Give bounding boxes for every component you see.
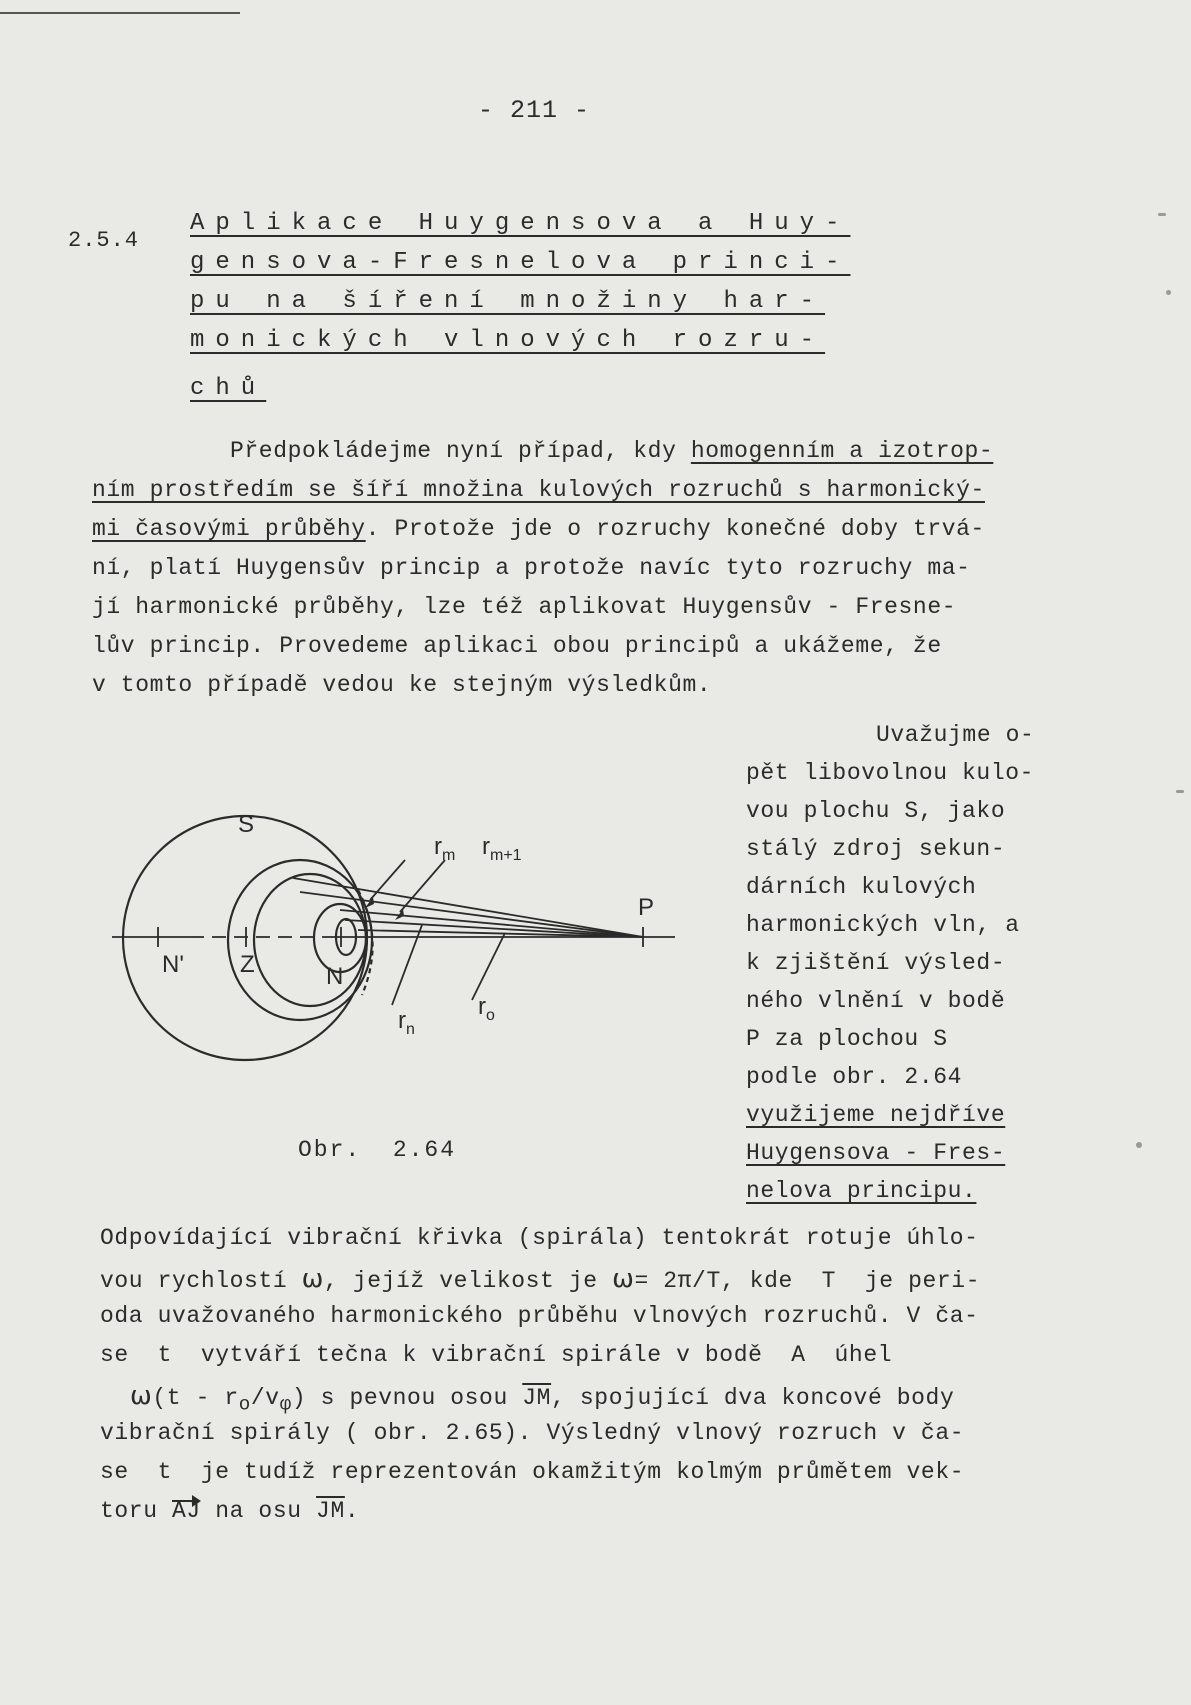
section-number: 2.5.4: [68, 228, 140, 253]
arrowhead-rm: [365, 897, 374, 908]
paragraph1-line-7: v tomto případě vedou ke stejným výsledkům.: [92, 672, 712, 698]
scan-speck: [1176, 790, 1184, 793]
section-title-line-3: pu na šíření množiny har-: [190, 288, 826, 315]
side-text-line-7: k zjištění výsled-: [746, 950, 1006, 976]
side-text-line-4: stálý zdroj sekun-: [746, 836, 1006, 862]
section-title-line-4: monických vlnových rozru-: [190, 327, 826, 354]
side-text-line-9: P za plochou S: [746, 1026, 948, 1052]
section-title-line-5: chů: [190, 375, 267, 402]
scan-speck: [1166, 290, 1171, 295]
side-text-underlined-3: nelova principu.: [746, 1178, 977, 1204]
side-text-line-1: Uvažujme o-: [876, 722, 1035, 748]
paragraph1-line-4: ní, platí Huygensův princip a protože navíc tyto rozruchy ma-: [92, 555, 971, 581]
ray-to-p-4: [345, 920, 643, 937]
side-text-line-3: vou plochu S, jako: [746, 798, 1006, 824]
label-ro: $r_o$: [478, 993, 495, 1024]
figure-caption: Obr. 2.64: [298, 1137, 457, 1163]
leader-ro: [472, 933, 505, 1000]
label-n: N: [326, 963, 344, 990]
paragraph2-line-2: vou rychlostí ω, jejíž velikost je ω= 2π/T, kde T je peri-: [100, 1264, 981, 1294]
paragraph2-line-6: vibrační spirály ( obr. 2.65). Výsledný vlnový rozruch v ča-: [100, 1420, 965, 1446]
paragraph2-line-4: se t vytváří tečna k vibrační spirále v bodě A úhel: [100, 1342, 893, 1368]
section-title-line-1: Aplikace Huygensova a Huy-: [190, 210, 851, 237]
section-title-line-2: gensova-Fresnelova princi-: [190, 249, 851, 276]
sphere-s-outline: [123, 816, 367, 1060]
side-text-line-10: podle obr. 2.64: [746, 1064, 963, 1090]
ray-to-p-1: [293, 878, 643, 937]
page-number: - 211 -: [478, 96, 591, 125]
zone-ellipse-inner: [314, 904, 366, 972]
label-rm1: $r_{m+1}$: [482, 833, 522, 864]
side-text-line-8: ného vlnění v bodě: [746, 988, 1006, 1014]
paragraph1-line-2: ním prostředím se šíří množina kulových rozruchů s harmonický-: [92, 477, 985, 503]
paragraph2-line-8: toru AJ na osu $\overline{JM}$.: [100, 1498, 360, 1524]
zone-ellipse-outer: [228, 860, 372, 1020]
scan-speck: [1136, 1142, 1142, 1148]
paragraph2-line-1: Odpovídající vibrační křivka (spirála) tentokrát rotuje úhlo-: [100, 1225, 979, 1251]
label-p: P: [638, 894, 655, 921]
ray-to-p-2: [300, 892, 643, 937]
label-rm: $r_m$: [434, 833, 456, 864]
paragraph2-line-3: oda uvažovaného harmonického průběhu vlnových rozruchů. V ča-: [100, 1303, 979, 1329]
paragraph1-line-6: lův princip. Provedeme aplikaci obou principů a ukážeme, že: [92, 633, 942, 659]
paragraph2-line-7: se t je tudíž reprezentován okamžitým kolmým průmětem vek-: [100, 1459, 965, 1485]
side-text-line-5: dárních kulových: [746, 874, 977, 900]
side-text-line-6: harmonických vln, a: [746, 912, 1020, 938]
label-rn: $r_n$: [398, 1007, 415, 1038]
figure-2-64: [100, 780, 690, 1080]
paragraph1-line-3: mi časovými průběhy. Protože jde o rozruchy konečné doby trvá-: [92, 516, 985, 542]
side-text-line-2: pět libovolnou kulo-: [746, 760, 1035, 786]
paragraph1-line-1: Předpokládejme nyní případ, kdy homogenním a izotrop-: [230, 438, 994, 464]
leader-rm1: [400, 860, 445, 912]
side-text-underlined-2: Huygensova - Fres-: [746, 1140, 1006, 1166]
label-s: S: [238, 811, 255, 838]
side-text-underlined-1: využijeme nejdříve: [746, 1102, 1006, 1128]
scan-speck: [1158, 213, 1166, 216]
vector-aj: AJ: [172, 1498, 201, 1524]
paragraph1-line-5: jí harmonické průběhy, lze též aplikovat Huygensův - Fresne-: [92, 594, 957, 620]
top-rule: [0, 12, 240, 14]
paragraph2-line-5: $\omega(t - r_o/v_\varphi)$ s pevnou osou $\overline{JM}$, spojující dva koncové body: [130, 1381, 955, 1416]
label-n-prime: N': [162, 951, 184, 978]
label-z: Z: [240, 951, 255, 978]
